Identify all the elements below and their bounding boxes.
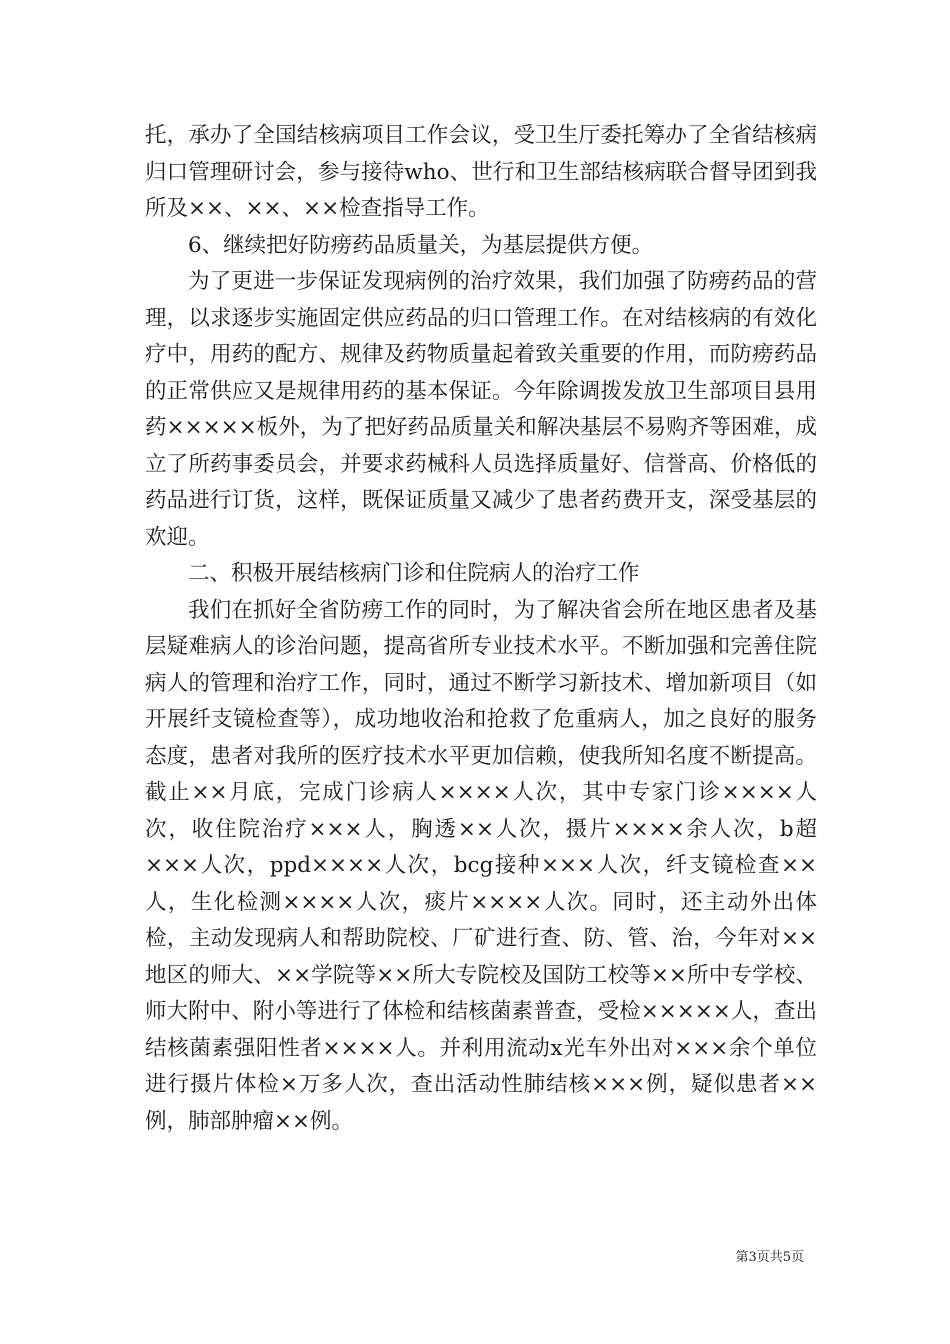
paragraph-5: 我们在抓好全省防痨工作的同时，为了解决省会所在地区患者及基层疑难病人的诊治问题，提高省所专业技术水平。不断加强和完善住院病人的管理和治疗工作，同时，通过不断学习新技术、增加新项目（如开展纤支镜检查等），成功地收治和抢救了危重病人，加之良好的服务态度，患者对我所的医疗技术水平更加信赖，使我所知名度不断提高。截止××月底，完成门诊病人××××人次，其中专家门诊××××人次，收住院治疗×××人，胸透××人次，摄片××××余人次，b超×××人次，ppd××××人次，bcg接种×××人次，纤支镜检查××人，生化检测××××人次，痰片××××人次。同时，还主动外出体检，主动发现病人和帮助院校、厂矿进行查、防、管、治，今年对××地区的师大、××学院等××所大专院校及国防工校等××所中专学校、师大附中、附小等进行了体检和结核菌素普查，受检×××××人，查出结核菌素强阳性者××××人。并利用流动x光车外出对×××余个单位进行摄片体检×万多人次，查出活动性肺结核×××例，疑似患者××例，肺部肿瘤××例。 (145, 597, 817, 1134)
paragraph-3: 为了更进一步保证发现病例的治疗效果，我们加强了防痨药品的营理，以求逐步实施固定供应药品的归口管理工作。在对结核病的有效化疗中，用药的配方、规律及药物质量起着致关重要的作用，而防痨药品的正常供应又是规律用药的基本保证。今年除调拨发放卫生部项目县用药×××××板外，为了把好药品质量关和解决基层不易购齐等困难，成立了所药事委员会，并要求药械科人员选择质量好、信誉高、价格低的药品进行订货，这样，既保证质量又减少了患者药费开支，深受基层的欢迎。 (145, 269, 817, 550)
document-body (145, 118, 817, 1140)
paragraph-2: 6、继续把好防痨药品质量关，为基层提供方便。 (188, 232, 654, 258)
section-heading: 二、积极开展结核病门诊和住院病人的治疗工作 (188, 561, 640, 586)
page-number-footer: 第3页共5页 (735, 1250, 804, 1265)
paragraph-1: 托，承办了全国结核病项目工作会议，受卫生厅委托筹办了全省结核病归口管理研讨会，参与接待who、世行和卫生部结核病联合督导团到我所及××、××、××检查指导工作。 (145, 123, 817, 221)
